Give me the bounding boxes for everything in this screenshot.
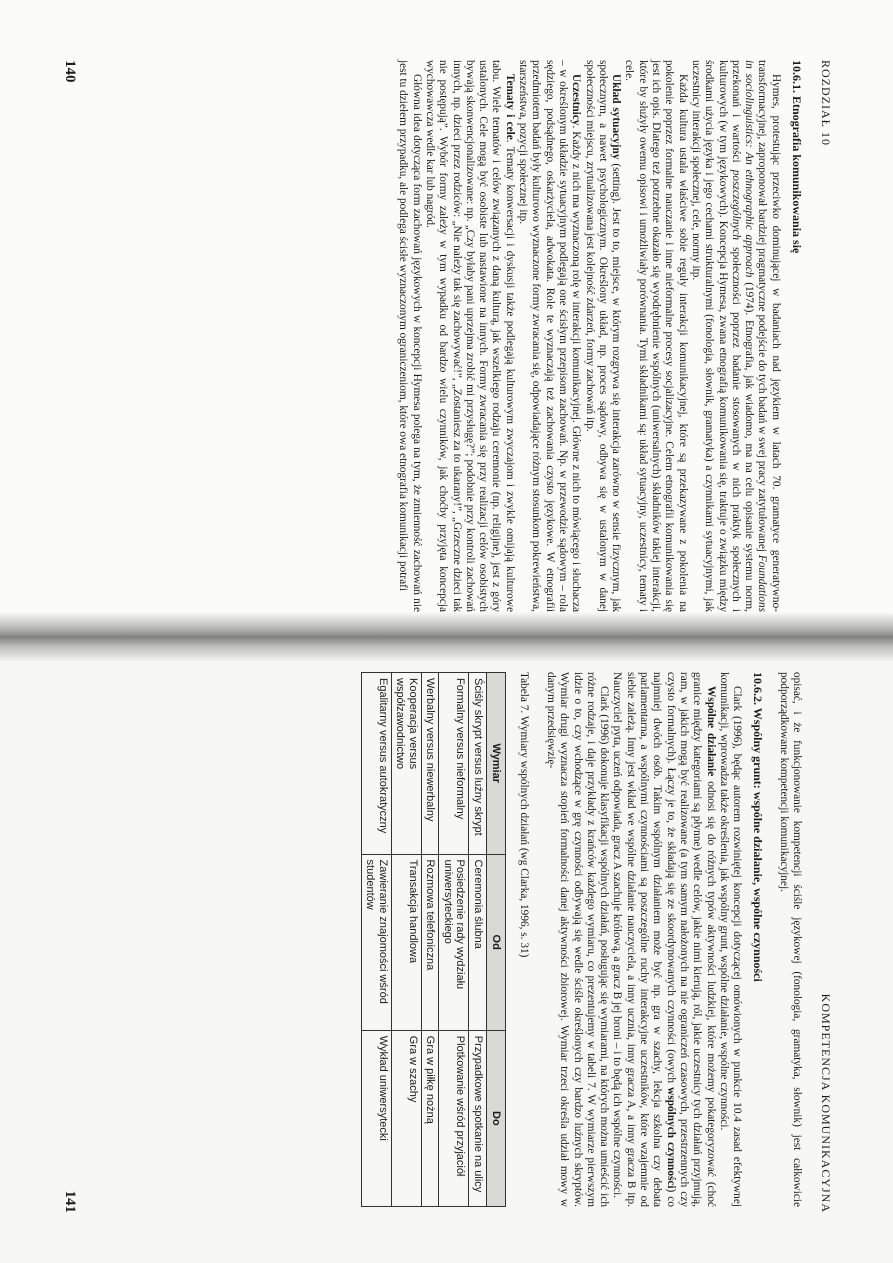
cell-do: Wykład uniwersytecki (361, 1030, 391, 1206)
body-paragraph (516, 60, 582, 612)
paragraph-text: odnosi się do różnych typów aktywności ludzkiej, które możemy pokategoryzować (choć granice między kategoriami są płynne) wedle celów, jakie nimi kierują, ról, jakie uczestnicy tych działań przyjmują, ram, w jakich mogą być realizowane (a tym samym nałożonych na nie ograniczeń czasowych, przestrzennych czy czysto formalnych). Łączy je to, że składają się ze skoordynowanych czynności (owych (664, 672, 717, 1207)
right-page (0, 632, 893, 1263)
left-page-number: 140 (62, 60, 78, 83)
paragraph-text: ) co najmniej dwóch osób. Takim wspólnym działaniem może być np. gra w szachy, lekcja szkolna czy debata parlamentarna, a wspólnymi czynnościami są poszczególne ruchy interakcyjne uczestników, które wzajemnie od siebie zależą. Inny jest wkład we wspólne działanie nauczyciela, a inny ucznia, inny gracza A, a inny gracza B itp. Nauczyciel pyta, uczeń odpowiada, gracz A szachuje królową, a gracz B jej broni – i to będą ich wspólne czynności. (611, 672, 677, 1208)
body-paragraph (689, 60, 782, 612)
dimensions-table (361, 672, 507, 1207)
continuation-paragraph: opisać, i że funkcjonowanie kompetencji ściśle językowej (fonologia, gramatyka, słownik) jest całkowicie podporządkowane kompetencji komunikacyjnej. (777, 672, 803, 1207)
body-paragraph (544, 672, 610, 1207)
bold-term: Układ sytuacyjny (610, 74, 623, 160)
cell-wymiar: Ściśly skrypt versus luźny skrypt (469, 673, 487, 855)
header-wymiar: Wymiar (486, 673, 506, 855)
body-paragraph (622, 60, 688, 612)
cell-do: Gra w piłkę nożną (421, 1030, 439, 1206)
paragraph-text: . Tematy konwersacji i dyskusji także podlegają kulturowym zwyczajom i zwykle omijają kulturowe tabu. Wiele tematów i celów związanych z daną kulturą, jak wszelkiego rodzaju ceremonie (np. religijne), jest z góry ustalonych. Cele mogą być osobiste lub nastawione na innych. Formy zwracania się przy realizacji celów osobistych bywają skonwencjonalizowane: np. „Czy byłaby pani uprzejma zrobić mi przysługę?”; podobnie przy kontroli zachowań innych, np. dzieci przez rodziców: „Nie należy tak się zachowywać!”, „Zostaniesz za to ukarany!”, „Grzeczne dzieci tak nie postępują”. Wybór formy zależy w tym wypadku od bardzo wielu czynników, jak choćby przyjęta koncepcja wychowawcza wedle kar lub nagród. (423, 60, 516, 612)
cell-do: Gra w szachy (391, 1030, 421, 1206)
bold-term: Wspólne działanie (704, 686, 717, 777)
cell-do: Przypadkowe spotkanie na ulicy (469, 1030, 487, 1206)
cell-do: Plotkowanie wśród przyjaciół (439, 1030, 469, 1206)
cell-wymiar: Formalny versus nieformalny (439, 673, 469, 855)
paragraph-text: Clark (1996) dokonuje klasyfikacji wspólnych działań, posługując się wymiarami, na których można umieścić ich różne rodzaje, i daje przykłady z krańców każdego wymiaru, co prezentujemy w tabeli 7. W wymiarze pierwszym idzie o to, czy wchodzące w grę czynności odbywają się wedle ściśle określonych czy bardzo luźnych skryptów. Wymiar drugi wyznacza stopień formalności danej aktywności zbiorowej. Wymiar trzeci określa udział mowy w danym przedsięwzię- (544, 672, 611, 1207)
body-paragraph (423, 60, 516, 612)
bold-term: Tematy i cele (503, 74, 516, 140)
body-paragraph (717, 672, 744, 1207)
table-row (469, 673, 487, 1207)
right-page-body (361, 672, 803, 1207)
paragraph-text: Hymes, protestując przeciwko dominującej w badaniach nad językiem w latach 70. gramatyce generatywno-transformacyjnej, zaproponował bardziej pragmatyczne podejście do tych badań w swej pracy zatytułowanej (756, 60, 782, 612)
section-title-wspolny-grunt: 10.6.2. Wspólny grunt: wspólne działanie, wspólne czynności (751, 672, 766, 982)
header-od: Od (486, 854, 506, 1030)
body-paragraph (582, 60, 622, 612)
table-body (361, 673, 486, 1207)
cell-od: Zawieranie znajomości wśród studentów (361, 854, 391, 1030)
cell-od: Transakcja handlowa (391, 854, 421, 1030)
paragraph-text: Główna idea dotycząca form zachowań językowych w koncepcji Hymesa polega na tym, że zmienność zachowań nie jest tu dziełem przypadku, ale podlega ścisłe wyznaczonym ograniczeniom, które owa etnografia komunikacji potrafi (397, 60, 423, 612)
paragraph-text: Każda kultura ustala właściwe sobie reguły interakcji komunikacyjnej, które są przekazywane z pokolenia na pokolenie poprzez formalne nauczanie i inne nieformalne procesy socjalizacyjne. Celem etnografii komunikowania się jest ich opis. Dlatego też potrzebne okazało się wyodrębnienie wspólnych (uniwersalnych) składników takiej interakcji, które by służyły owemu opisowi i umożliwiały porównania. Tymi składnikami są: układ sytuacyjny, uczestnicy, tematy i cele. (623, 60, 689, 612)
paragraph-text: . Każdy z nich ma wyznaczoną rolę w interakcji komunikacyjnej. Główne z nich to mówiącego i słuchacza – w określonym układzie sytuacyjnym podlegają one ścisłym przepisom zachowań. Np. w przewodzie sądowym – rola sędziego, podsądnego, oskarżyciela, adwokata. Role te wyznaczają też zachowania czysto językowe. W etnografii przedmiotem badań były kulturowo wyznaczone formy zwracania się, odpowiadające różnym stosunkom pokrewieństwa, starszeństwa, pozycji społecznej itp. (517, 60, 583, 612)
bold-term: Uczestnicy (570, 74, 583, 126)
cell-wymiar: Kooperacja versus współzawodnictwo (391, 673, 421, 855)
cell-od: Ceremonia ślubna (469, 854, 487, 1030)
cell-wymiar: Werbalny versus niewerbalny (421, 673, 439, 855)
paragraph-text: społeczności poprzez badanie stosowanych w nich praktyk społecznych i kulturowych (w tym językowych). Koncepcja Hymesa, zwana etnografią komunikowania się, traktuje o związku między środkami użycia języka i jego cechami strukturalnymi (fonologia, słownik, gramatyka) a czynnikami sytuacyjnymi, jak uczestnicy interakcji społecznej, cele, normy itp. (689, 60, 742, 612)
paragraph-text: Clark (1996), będąc autorem rozwiniętej koncepcji dotyczącej omówionych w punkcie 10.4 zasad efektywnej komunikacji, wprowadza także określenia, jak wspólny grunt, wspólne działanie, wspólne czynności. (717, 672, 744, 1207)
cell-wymiar: Egalitarny versus autokratyczny (361, 673, 391, 855)
table-caption: Tabela 7. Wymiary wspólnych działań (wg Clarka, 1996, s. 31) (517, 672, 530, 958)
bold-term: wspólnych czynności (664, 1087, 677, 1189)
paragraph-text: (setting). Jest to to, miejsce, w którym rozgrywa się interakcja zarówno w sensie fizycznym, jak społecznym, a nawet psychologicznym. Określony układ, np. proces sądowy, odbywa się w ustalonym w danej społeczności miejscu, zrytualizowana jest kolejność zdarzeń, formy zachowań itp. (583, 60, 623, 612)
left-paragraphs (396, 60, 782, 612)
italic-title: poszczególnych (729, 169, 742, 241)
right-running-head: KOMPETENCJA KOMUNIKACYJNA (819, 993, 833, 1213)
left-page-body (396, 60, 803, 612)
section-title-etnografia: 10.6.1. Etnografia komunikowania się (790, 60, 804, 254)
book-gutter-shadow (0, 612, 893, 662)
table-row (361, 673, 391, 1207)
body-paragraph (396, 60, 423, 612)
cell-od: Posiedzenie rady wydziału uniwersyteckiego (439, 854, 469, 1030)
italic-title: Foundations in sociolinguistics: An ethnographic approach (743, 60, 769, 612)
table-header-row (486, 673, 506, 1207)
table-row (421, 673, 439, 1207)
paragraph-text: (1974). Etnografia, jak wiadomo, ma na celu opisanie systemu norm, przekonań i wartości (729, 60, 756, 612)
body-paragraph (610, 672, 716, 1207)
table-row (391, 673, 421, 1207)
cell-od: Rozmowa telefoniczna (421, 854, 439, 1030)
right-paragraphs (544, 672, 743, 1207)
right-page-number: 141 (62, 1190, 78, 1213)
table-row (439, 673, 469, 1207)
left-running-head: ROZDZIAŁ 10 (819, 60, 833, 146)
header-do: Do (486, 1030, 506, 1206)
